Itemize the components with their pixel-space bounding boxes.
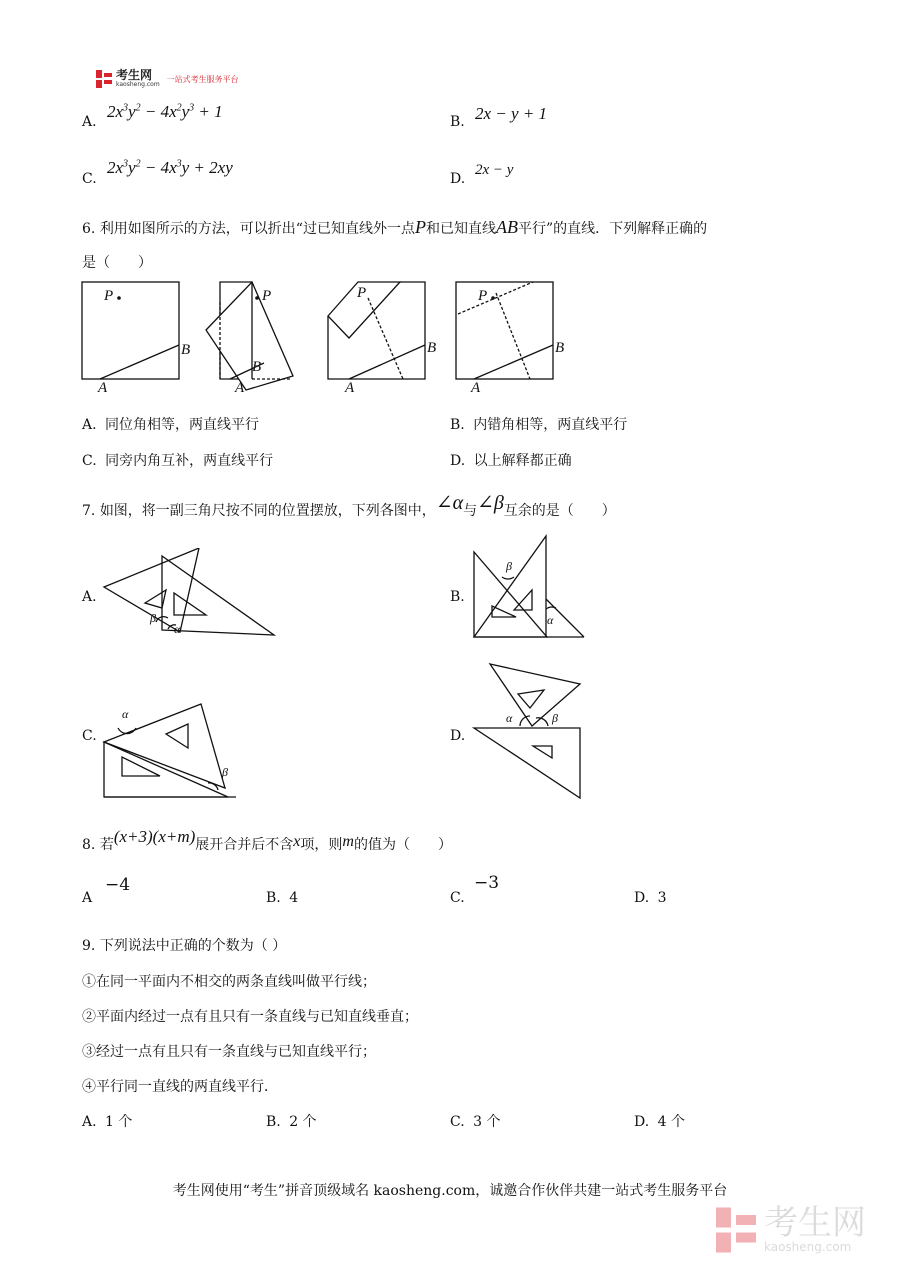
q8-stem: 8. 若(x+3)(x+m)展开合并后不含x项，则m的值为（ ） xyxy=(82,827,452,853)
q8-option-c-value: −3 xyxy=(474,873,500,893)
q6-fig1-line-ab xyxy=(100,345,179,379)
watermark-name: 考生网 xyxy=(764,1203,866,1243)
q7-d-inner-2 xyxy=(533,746,552,758)
q6-fig1-label-p: P xyxy=(104,288,114,304)
q7-b-inner-2 xyxy=(514,590,532,610)
q5-option-d-letter: D. xyxy=(450,171,466,187)
q8-option-d: D. 3 xyxy=(634,890,667,906)
q6-fig2-label-b: B xyxy=(252,359,262,375)
q6-fig4-square xyxy=(456,282,553,379)
q6-fig3-label-a: A xyxy=(345,380,355,396)
q5-option-b-expr: 2x − y + 1 xyxy=(475,104,548,123)
q6-fig1-label-a: A xyxy=(98,380,108,396)
q6-fig2-label-a: A xyxy=(235,380,245,396)
q9-option-c: C. 3 个 xyxy=(450,1114,501,1130)
q7-a-alpha: α xyxy=(174,622,181,636)
q6-fig2-point-p xyxy=(255,296,259,300)
q6-fig1-square xyxy=(82,282,179,379)
q5-option-d-expr: 2x − y xyxy=(475,162,514,178)
watermark xyxy=(716,1203,866,1254)
q7-a-inner-2 xyxy=(174,593,206,615)
q6-fig1-label-b: B xyxy=(181,342,191,358)
q9-statement-4: ④平行同一直线的两直线平行． xyxy=(82,1079,278,1095)
logo-mark-icon xyxy=(96,70,112,88)
q7-a-beta: β xyxy=(150,611,156,625)
q9-statement-2: ②平面内经过一点有且只有一条直线与已知直线垂直； xyxy=(82,1009,418,1025)
q9-option-d: D. 4 个 xyxy=(634,1114,685,1130)
logo-slogan: 一站式考生服务平台 xyxy=(166,74,239,84)
q6-fig4-dash-perp xyxy=(496,293,530,379)
logo-name: 考生网 xyxy=(116,68,153,82)
q7-b-inner-1 xyxy=(492,606,516,617)
q5-option-b-letter: B. xyxy=(450,114,465,130)
q8-option-a-letter: A xyxy=(82,890,93,906)
q7-option-d-letter: D. xyxy=(450,728,466,744)
q7-stem: 7. 如图，将一副三角尺按不同的位置摆放，下列各图中，∠α与∠β互余的是（ ） xyxy=(82,492,616,519)
q7-figure-d xyxy=(470,660,586,802)
q7-figure-b xyxy=(470,534,588,640)
q7-c-beta: β xyxy=(222,765,228,779)
site-logo[interactable] xyxy=(96,70,239,88)
q6-stem-line1: 6. 利用如图所示的方法，可以折出“过已知直线外一点P和已知直线AB平行”的直线．下列解释正确的 xyxy=(82,217,708,237)
q7-b-arc-alpha xyxy=(546,607,556,609)
q7-option-c-letter: C. xyxy=(82,728,97,744)
q7-a-inner-1 xyxy=(145,590,166,608)
q5-option-a-expr: $2x^3y^2 - 4x^2y^3 + 1$ xyxy=(107,102,223,121)
q6-fold-figures xyxy=(78,278,568,396)
q6-fig4-label-a: A xyxy=(471,380,481,396)
watermark-logo-icon xyxy=(716,1207,756,1253)
q6-option-a: A. 同位角相等，两直线平行 xyxy=(82,417,260,433)
q7-d-beta: β xyxy=(552,711,558,725)
q7-d-arc-beta xyxy=(536,718,548,726)
q6-fig4-label-p: P xyxy=(478,288,488,304)
q7-b-arc-beta xyxy=(502,577,514,579)
q7-figure-a xyxy=(98,548,278,640)
q7-c-inner-1 xyxy=(122,757,160,776)
q6-fig2-label-p: P xyxy=(262,288,272,304)
q7-option-a-letter: A. xyxy=(82,589,97,605)
q8-option-a-value: −4 xyxy=(105,875,131,895)
q9-option-a: A. 1 个 xyxy=(82,1114,133,1130)
q6-stem-line2: 是（ ） xyxy=(82,255,152,271)
q9-statement-3: ③经过一点有且只有一条直线与已知直线平行； xyxy=(82,1044,376,1060)
q8-option-b: B. 4 xyxy=(266,890,299,906)
q6-fig3-line-ab xyxy=(349,345,425,379)
q7-c-alpha: α xyxy=(122,707,129,721)
q5-option-c-expr: $2x^3y^2 - 4x^3y + 2xy$ xyxy=(107,158,233,177)
q6-fig4-label-b: B xyxy=(555,340,565,356)
page-footer: 考生网使用“考生”拼音顶级域名 kaosheng.com，诚邀合作伙伴共建一站式考生服务平台 xyxy=(172,1183,728,1199)
logo-url: kaosheng.com xyxy=(116,81,160,88)
q6-fig4-line-ab xyxy=(474,345,553,379)
q7-b-alpha: α xyxy=(547,613,554,627)
watermark-url: kaosheng.com xyxy=(764,1240,852,1254)
q7-c-inner-2 xyxy=(166,724,188,748)
q6-option-b: B. 内错角相等，两直线平行 xyxy=(450,417,628,433)
q7-b-beta: β xyxy=(506,559,512,573)
q7-d-inner-1 xyxy=(518,690,544,708)
q9-option-b: B. 2 个 xyxy=(266,1114,317,1130)
q9-statement-1: ①在同一平面内不相交的两条直线叫做平行线； xyxy=(82,974,376,990)
q5-option-a-letter: A. xyxy=(82,114,97,130)
q6-fig4-point-p xyxy=(491,296,495,300)
q6-option-c: C. 同旁内角互补，两直线平行 xyxy=(82,453,274,469)
q7-d-set-square-2 xyxy=(474,728,580,798)
q6-fig4-dash-parallel xyxy=(458,282,533,314)
q7-figure-c xyxy=(100,700,242,802)
q6-option-d: D. 以上解释都正确 xyxy=(450,453,572,469)
q7-d-alpha: α xyxy=(506,711,513,725)
q9-stem: 9. 下列说法中正确的个数为（ ） xyxy=(82,938,287,954)
q6-fig1-point-p xyxy=(117,296,121,300)
q6-fig3-label-p: P xyxy=(357,285,367,301)
q5-option-c-letter: C. xyxy=(82,171,97,187)
q6-fig3-label-b: B xyxy=(427,340,437,356)
q7-d-set-square-1 xyxy=(490,664,580,726)
q8-option-c-letter: C. xyxy=(450,890,465,906)
q6-fig2-flap xyxy=(206,282,293,390)
q7-option-b-letter: B. xyxy=(450,589,465,605)
q7-b-set-square-2 xyxy=(474,536,546,637)
